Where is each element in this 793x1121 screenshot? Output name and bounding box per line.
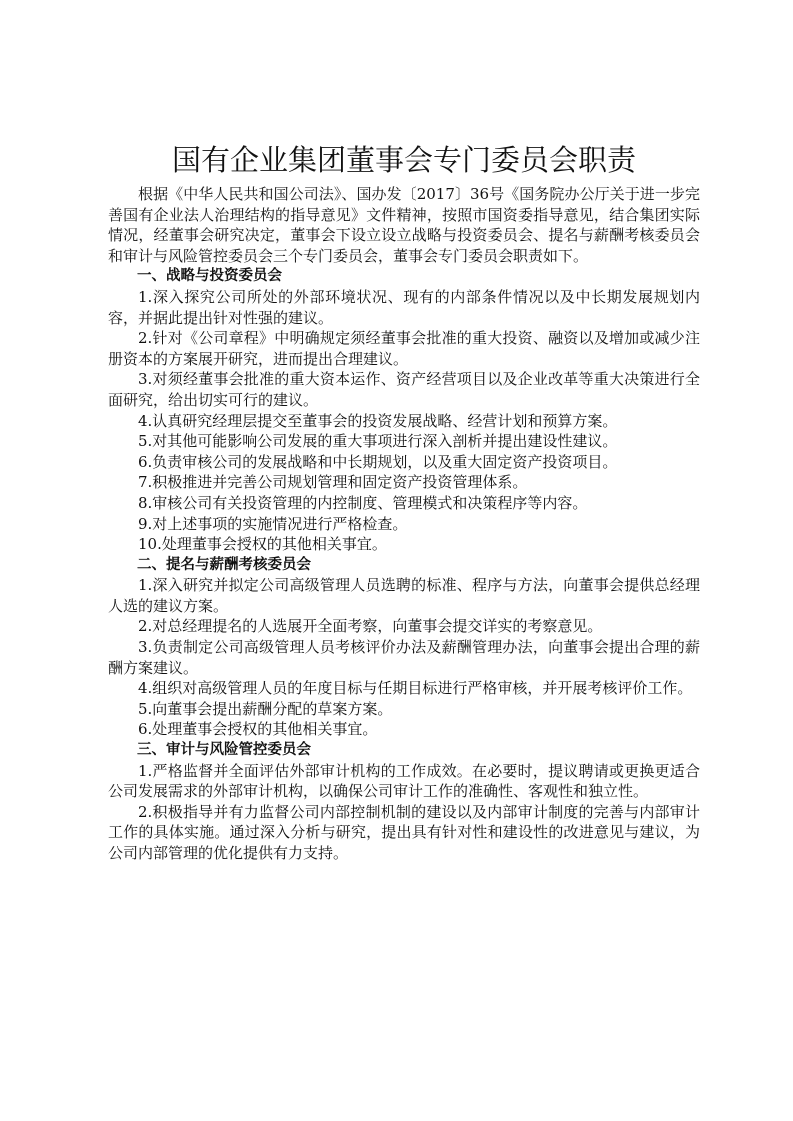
list-item: 2.对总经理提名的人选展开全面考察，向董事会提交详实的考察意见。 (138, 617, 603, 636)
section-heading-audit: 三、审计与风险管控委员会 (137, 742, 311, 759)
list-item: 4.组织对高级管理人员的年度目标与任期目标进行严格审核，并开展考核评价工作。 (138, 679, 693, 698)
intro-paragraph: 根据《中华人民共和国公司法》、国办发〔2017〕36号《国务院办公厅关于进一步完善国有企业法人治理结构的指导意见》文件精神，按照市国资委指导意见，结合集团实际情况，经董事会研究决定，董事会下设立设立战略与投资委员会、提名与薪酬考核委员会和审计与风险管控委员会三个专门委员会，董事会专门委员会职责如下。 (108, 185, 700, 265)
list-item: 9.对上述事项的实施情况进行严格检查。 (138, 514, 408, 533)
list-item: 5.向董事会提出薪酬分配的草案方案。 (138, 699, 393, 718)
list-item: 1.深入探究公司所处的外部环境状况、现有的内部条件情况以及中长期发展规划内容，并据此提出针对性强的建议。 (108, 287, 700, 327)
list-item: 6.负责审核公司的发展战略和中长期规划，以及重大固定资产投资项目。 (138, 452, 618, 471)
list-item: 6.处理董事会授权的其他相关事宜。 (138, 720, 378, 739)
list-item: 10.处理董事会授权的其他相关事宜。 (138, 535, 387, 554)
list-item: 8.审核公司有关投资管理的内控制度、管理模式和决策程序等内容。 (138, 493, 588, 512)
document-page (108, 140, 700, 864)
list-item: 1.深入研究并拟定公司高级管理人员选聘的标准、程序与方法，向董事会提供总经理人选的建议方案。 (108, 576, 700, 615)
section-heading-strategy: 一、战略与投资委员会 (137, 268, 282, 285)
document-title: 国有企业集团董事会专门委员会职责 (171, 143, 636, 177)
list-item: 7.积极推进并完善公司规划管理和固定资产投资管理体系。 (138, 473, 528, 492)
list-item: 1.严格监督并全面评估外部审计机构的工作成效。在必要时，提议聘请或更换更适合公司发展需求的外部审计机构，以确保公司审计工作的准确性、客观性和独立性。 (108, 761, 700, 801)
list-item: 3.负责制定公司高级管理人员考核评价办法及薪酬管理办法，向董事会提出合理的薪酬方案建议。 (108, 638, 700, 677)
list-item: 5.对其他可能影响公司发展的重大事项进行深入剖析并提出建设性建议。 (138, 432, 618, 451)
list-item: 2.积极指导并有力监督公司内部控制机制的建设以及内部审计制度的完善与内部审计工作的具体实施。通过深入分析与研究，提出具有针对性和建设性的改进意见与建议，为公司内部管理的优化提供有力支持。 (108, 802, 700, 862)
list-item: 4.认真研究经理层提交至董事会的投资发展战略、经营计划和预算方案。 (138, 411, 618, 430)
list-item: 2.针对《公司章程》中明确规定须经董事会批准的重大投资、融资以及增加或减少注册资本的方案展开研究，进而提出合理建议。 (108, 329, 700, 368)
list-item: 3.对须经董事会批准的重大资本运作、资产经营项目以及企业改革等重大决策进行全面研究，给出切实可行的建议。 (108, 370, 700, 409)
section-heading-nomination: 二、提名与薪酬考核委员会 (137, 556, 311, 573)
